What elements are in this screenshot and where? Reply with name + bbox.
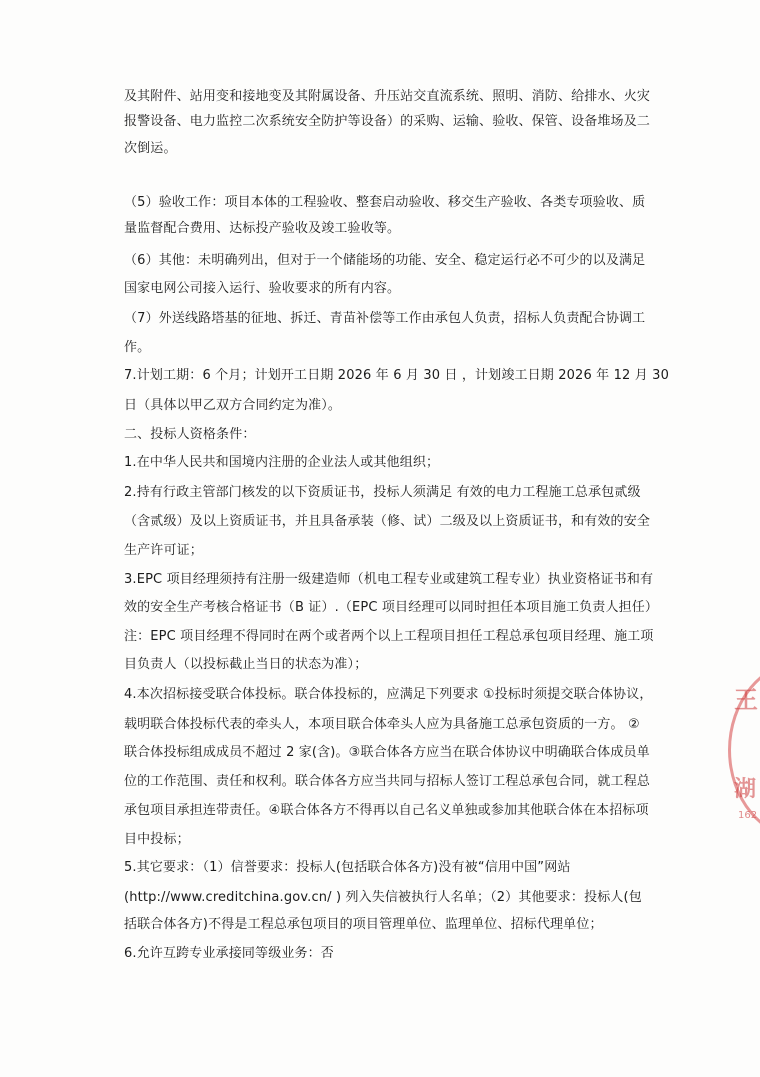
text-line: （6）其他：未明确列出，但对于一个储能场的功能、安全、稳定运行必不可少的以及满足 bbox=[124, 253, 646, 268]
text-line: 二、投标人资格条件： bbox=[124, 427, 256, 442]
text-line: 4.本次招标接受联合体投标。联合体投标的，应满足下列要求 ①投标时须提交联合体协议， bbox=[124, 687, 653, 702]
seal-character: 湖 bbox=[734, 776, 757, 802]
text-line: 效的安全生产考核合格证书（B 证）.（EPC 项目经理可以同时担任本项目施工负责人担任） bbox=[124, 600, 659, 615]
text-line: 5.其它要求：（1）信誉要求：投标人(包括联合体各方)没有被“信用中国”网站 bbox=[124, 860, 571, 875]
seal-stamp bbox=[724, 660, 760, 840]
text-line: 目中投标； bbox=[124, 832, 190, 847]
text-line: 载明联合体投标代表的牵头人，本项目联合体牵头人应为具备施工总承包资质的一方。 ② bbox=[124, 717, 640, 732]
seal-character: 王 bbox=[734, 685, 758, 714]
text-line: 目负责人（以投标截止当日的状态为准）； bbox=[124, 657, 368, 672]
text-line: 作。 bbox=[124, 340, 151, 355]
text-line: 1.在中华人民共和国境内注册的企业法人或其他组织； bbox=[124, 455, 440, 470]
text-line: 7.计划工期：6 个月；计划开工日期 2026 年 6 月 30 日 ，计划竣工日期 2026 年 12 月 30 bbox=[124, 368, 670, 383]
text-line: 2.持有行政主管部门核发的以下资质证书，投标人须满足 有效的电力工程施工总承包贰级 bbox=[124, 485, 641, 500]
text-line: （含贰级）及以上资质证书，并且具备承装（修、试）二级及以上资质证书，和有效的安全 bbox=[124, 514, 651, 529]
text-line: 量监督配合费用、达标投产验收及竣工验收等。 bbox=[124, 221, 401, 236]
text-line: 日（具体以甲乙双方合同约定为准）。 bbox=[124, 398, 342, 413]
text-line: 国家电网公司接入运行、验收要求的所有内容。 bbox=[124, 281, 401, 296]
text-line: 报警设备、电力监控二次系统安全防护等设备）的采购、运输、验收、保管、设备堆场及二 bbox=[124, 114, 651, 129]
text-line: 3.EPC 项目经理须持有注册一级建造师（机电工程专业或建筑工程专业）执业资格证书和有 bbox=[124, 572, 654, 587]
text-line: 联合体投标组成成员不超过 2 家(含)。③联合体各方应当在联合体协议中明确联合体成员单 bbox=[124, 745, 650, 760]
text-line: 次倒运。 bbox=[124, 141, 177, 156]
text-line: 括联合体各方)不得是工程总承包项目的项目管理单位、监理单位、招标代理单位； bbox=[124, 917, 603, 932]
text-line: （7）外送线路塔基的征地、拆迁、青苗补偿等工作由承包人负责，招标人负责配合协调工 bbox=[124, 311, 646, 326]
text-line: 位的工作范围、责任和权利。联合体各方应当共同与招标人签订工程总承包合同，就工程总 bbox=[124, 774, 651, 789]
seal-number: 162 bbox=[738, 810, 758, 821]
text-line: 注：EPC 项目经理不得同时在两个或者两个以上工程项目担任工程总承包项目经理、施工项 bbox=[124, 629, 654, 644]
text-line: 生产许可证； bbox=[124, 543, 203, 558]
text-line: （5）验收工作：项目本体的工程验收、整套启动验收、移交生产验收、各类专项验收、质 bbox=[124, 195, 646, 210]
text-line: 承包项目承担连带责任。④联合体各方不得再以自己名义单独或参加其他联合体在本招标项 bbox=[124, 803, 649, 818]
text-line: 6.允许互跨专业承接同等级业务：否 bbox=[124, 946, 334, 961]
text-line: (http://www.creditchina.gov.cn/ ) 列入失信被执行人名单；（2）其他要求：投标人(包 bbox=[124, 890, 642, 905]
text-line: 及其附件、站用变和接地变及其附属设备、升压站交直流系统、照明、消防、给排水、火灾 bbox=[124, 89, 651, 104]
